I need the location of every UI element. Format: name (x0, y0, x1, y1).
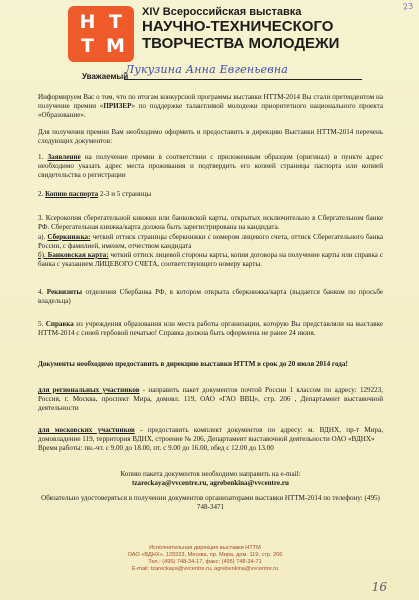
confirm-notice: Обязательно удостоверяться в получении документов организаторами выставки НТТМ-2014 по телефону: (495) 748-3471 (41, 494, 380, 511)
regional-participants: для региональных участников - направить пакет документов почтой России 1 классом по адресу: 129223, Россия, г. Москва, проспект Мира, домовл. 119, ОАО «ГАО ВВЦ», стр. 206 , Департамент выставочной деятельности (38, 386, 383, 412)
item-certificate: 5. Справка из учреждения образования или места работы организации, которую Вы представляли на выставке НТТМ-2014 с синей гербовой печатью! Справка должна быть оформлена не ранее 24 июня. (38, 320, 384, 337)
item-bank-details: 4. Реквизиты отделения Сбербанка РФ, в котором открыта сберкнижка/карта (выдается банком по просьбе владельца) (38, 288, 384, 305)
nttm-logo (68, 6, 134, 62)
logo-letter: Т (81, 35, 93, 57)
logo-letter: Т (109, 11, 121, 33)
handwritten-recipient-name: Лукузина Анна Евгеньевна (125, 63, 289, 76)
handwritten-page-number: 23 (402, 1, 414, 12)
email-block: Копию пакета документов необходимо направить на e-mail: tzareckaya@vvcentre.ru, agrebenkina@vvcentre.ru (120, 470, 301, 487)
exhibition-title-line-2: ТВОРЧЕСТВА МОЛОДЕЖИ (142, 35, 340, 52)
item-application: 1. Заявление на получение премии в соответствии с приложенным образцом (оригинал) в пункте адрес необходимо указать адрес места проживания и подтвердить его копией страницы паспорта или копией свидетельства о регистрации (38, 153, 383, 179)
exhibition-title-line-1: НАУЧНО-ТЕХНИЧЕСКОГО (142, 18, 334, 35)
handwritten-sheet-number: 16 (371, 580, 387, 594)
logo-letter: Н (79, 11, 95, 33)
item-passport: 2. Копию паспорта 2-3 и 5 страницы (38, 190, 152, 198)
office-hours: Время работы: пн.-чт. с 9.00 до 18.00, пт. с 9.00 до 16.00, обед с 12.00 до 13.00 (38, 443, 274, 452)
exhibition-subtitle: XIV Всероссийская выставка (142, 6, 302, 18)
name-underline (124, 79, 362, 80)
deadline-notice: Документы необходимо предоставить в дирекцию выставки НТТМ в срок до 20 июля 2014 года! (38, 360, 348, 368)
footer-contacts: Исполнительная дирекция выставки НТТМ ОАО «ВДНХ», 129223, Москва, пр. Мира, дом. 119, стр. 206 Тел.: (495) 748-34-17, факс: (495) 748-34-71 E-mail: tzareckaya@vvcentre.ru, agrebenkina@vvcentre.ru (127, 545, 283, 572)
item-bank-copy: 3. Ксерокопия сберегательной книжки или банковской карты, открытых исключительно в Сбергательном банке РФ. Сберегательная книжка/карта должна быть зарегистрирована на кандидата. а). Сберкнижка: четкий оттиск страницы сберкнижки с номером лицевого счета, оттиск Сберегательного банка России, с фамилией, именем, отчеством кандидата б). Банковская карта: четкий оттиск лицевой стороны карты, копия договора на получение карты или справка с банка с указанием ЛИЦЕВОГО СЧЕТА, соответствующего номеру карты. (38, 214, 383, 268)
letterhead (142, 6, 382, 52)
documents-intro: Для получения премии Вам необходимо оформить и предоставить в дирекцию Выставки НТТМ-2014 перечень следующих документов: (38, 128, 383, 145)
moscow-participants: для московских участников - предоставить комплект документов по адресу: м. ВДНХ, пр-т Мира, домовладение 119, территория ВДНХ, строение № 206, Департамент выставочной деятельности ОАО «ВДНХ» Время работы: пн.-чт. с 9.00 до 18.00, пт. с 9.00 до 16.00, обед с 12.00 до 13.00 (38, 426, 383, 452)
email-addresses: tzareckaya@vvcentre.ru, agrebenkina@vvcentre.ru (132, 478, 289, 487)
intro-paragraph: Информируем Вас о том, что по итогам конкурсной программы выставки НТТМ-2014 Вы стали претендентом на получение премии «ПРИЗЕР» по поддержке талантливой молодежи приоритетного национального проекта «Образование». (38, 93, 383, 119)
greeting-label: Уважаемый (82, 72, 129, 81)
logo-letter: М (106, 35, 124, 57)
